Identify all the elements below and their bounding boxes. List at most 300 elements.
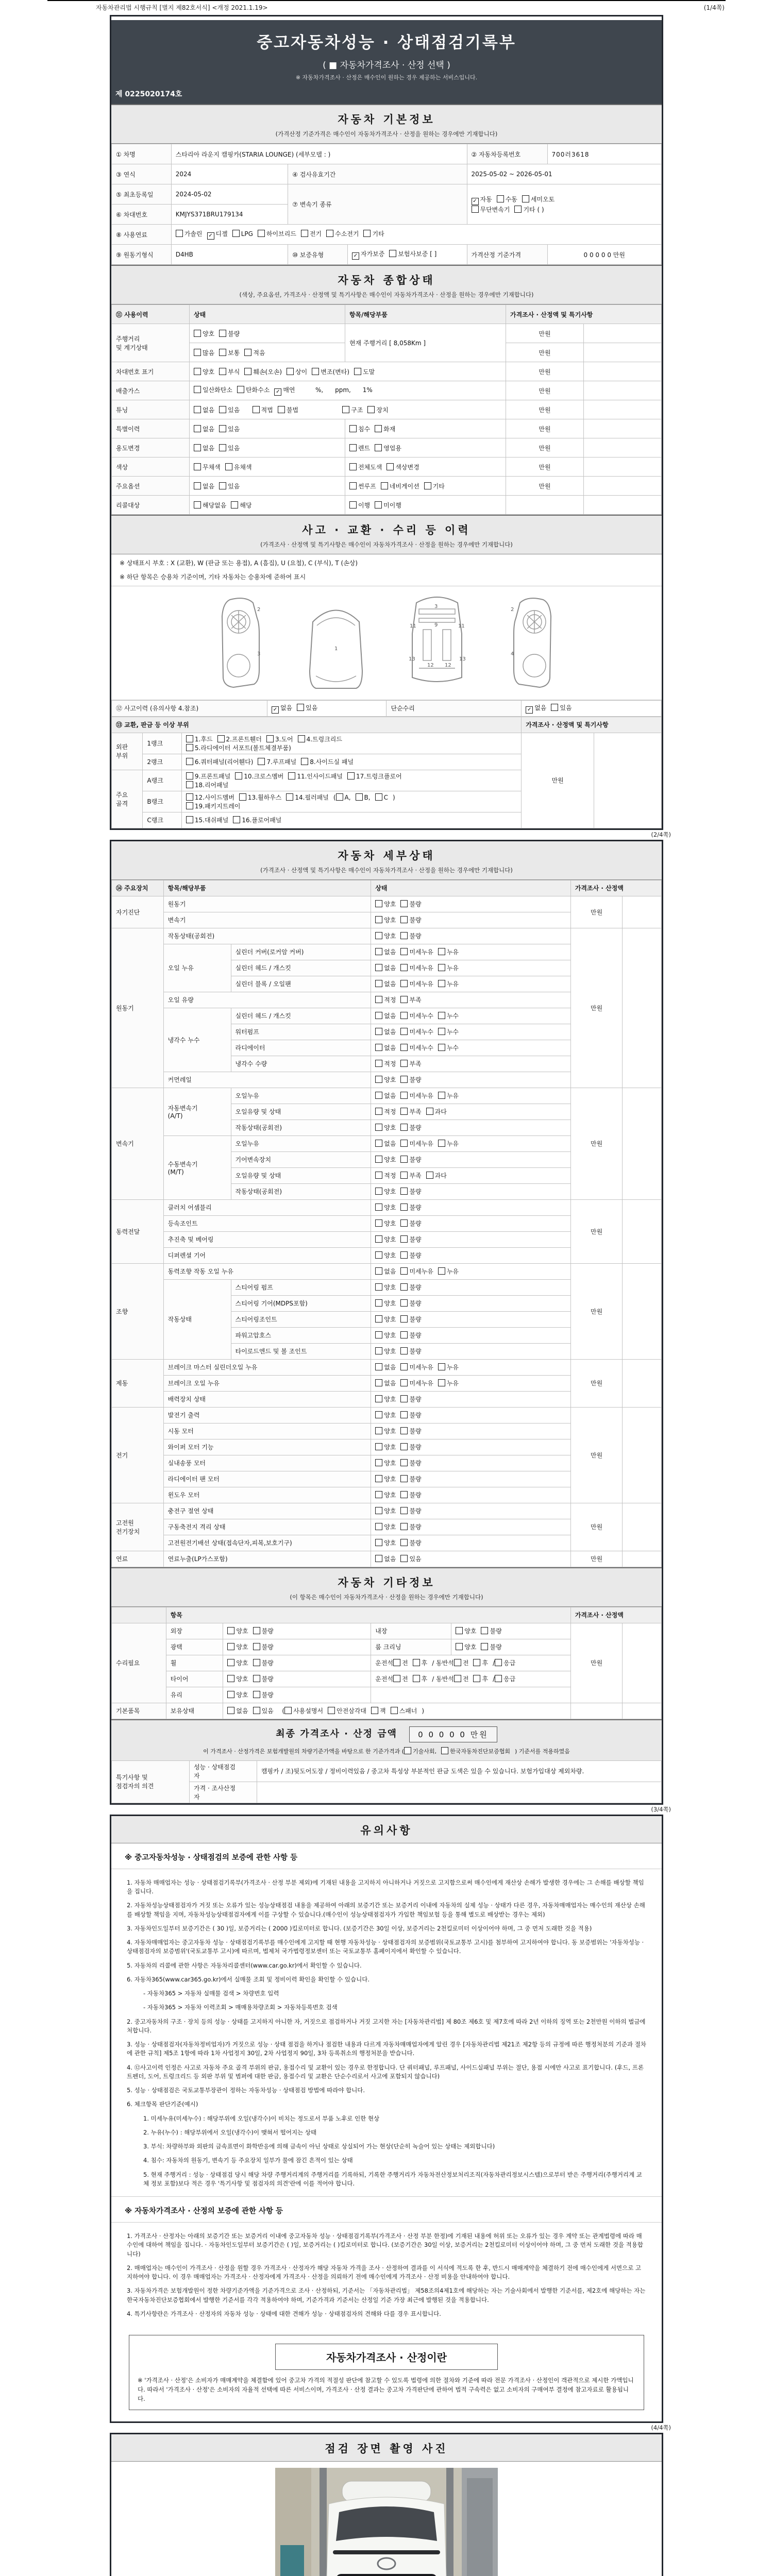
checkbox[interactable] (438, 1028, 445, 1035)
checkbox[interactable] (375, 1251, 382, 1259)
checkbox[interactable] (400, 932, 408, 939)
checkbox[interactable] (186, 758, 193, 765)
checkbox-option[interactable] (219, 329, 240, 338)
checkbox[interactable] (400, 1028, 408, 1035)
checkbox[interactable] (194, 425, 201, 432)
checkbox-option[interactable] (375, 1011, 396, 1020)
checkbox-option[interactable] (356, 793, 371, 801)
checkbox[interactable] (400, 1156, 408, 1163)
checkbox-option[interactable] (272, 703, 292, 714)
checkbox[interactable] (400, 1347, 408, 1354)
checkbox-option[interactable] (400, 1347, 421, 1355)
checkbox[interactable] (326, 230, 333, 237)
checkbox[interactable] (551, 704, 558, 711)
checkbox[interactable] (375, 1347, 382, 1354)
checkbox-option[interactable] (400, 1187, 421, 1196)
checkbox[interactable] (473, 1675, 480, 1682)
checkbox[interactable] (375, 932, 382, 939)
checkbox-option[interactable] (186, 743, 291, 752)
checkbox-option[interactable] (186, 772, 230, 781)
checkbox[interactable] (336, 793, 343, 801)
checkbox-option[interactable] (312, 367, 349, 376)
checkbox-option[interactable] (400, 1490, 421, 1499)
checkbox-option[interactable] (266, 735, 293, 743)
checkbox-option[interactable] (400, 916, 421, 924)
checkbox[interactable] (194, 406, 201, 413)
checkbox-option[interactable] (375, 947, 396, 956)
checkbox[interactable] (438, 1379, 445, 1386)
checkbox-option[interactable] (375, 1123, 396, 1132)
checkbox[interactable] (400, 1235, 408, 1243)
checkbox-option[interactable] (375, 793, 388, 801)
checkbox-option[interactable] (258, 757, 296, 766)
checkbox[interactable] (386, 463, 394, 470)
checkbox[interactable] (438, 1092, 445, 1099)
checkbox-option[interactable] (400, 1011, 433, 1020)
checkbox-option[interactable] (194, 329, 214, 338)
checkbox[interactable] (227, 1643, 234, 1650)
checkbox[interactable] (253, 1707, 260, 1714)
checkbox[interactable] (400, 1475, 408, 1482)
checkbox-option[interactable] (375, 1331, 396, 1340)
checkbox[interactable] (253, 1643, 260, 1650)
checkbox-option[interactable] (219, 482, 240, 490)
checkbox-option[interactable] (375, 1283, 396, 1292)
checkbox[interactable] (375, 425, 382, 432)
checkbox[interactable] (375, 980, 382, 987)
checkbox-option[interactable] (400, 979, 433, 988)
checkbox-option[interactable] (375, 979, 396, 988)
checkbox[interactable] (438, 980, 445, 987)
checkbox-option[interactable] (347, 772, 402, 781)
checkbox[interactable] (375, 948, 382, 955)
checkbox-option[interactable] (400, 1139, 433, 1148)
checkbox-option[interactable] (400, 1171, 421, 1180)
checkbox-option[interactable] (352, 249, 384, 260)
checkbox-option[interactable] (438, 947, 459, 956)
checkbox-option[interactable] (456, 1626, 476, 1635)
checkbox-option[interactable] (336, 793, 351, 801)
checkbox-option[interactable] (375, 1395, 396, 1403)
checkbox-option[interactable] (253, 1658, 274, 1667)
checkbox-option[interactable] (495, 1674, 515, 1683)
checkbox-option[interactable] (176, 229, 203, 238)
checkbox-option[interactable] (219, 348, 240, 357)
checkbox[interactable] (400, 1092, 408, 1099)
checkbox[interactable] (349, 501, 357, 509)
checkbox[interactable] (400, 1539, 408, 1546)
checkbox-option[interactable] (217, 735, 262, 743)
checkbox[interactable] (219, 444, 226, 451)
checkbox-option[interactable] (413, 1658, 428, 1667)
checkbox[interactable] (375, 1108, 382, 1115)
checkbox-option[interactable] (472, 205, 510, 214)
checkbox[interactable] (227, 1627, 234, 1634)
checkbox-option[interactable] (375, 1538, 396, 1547)
checkbox[interactable] (253, 1675, 260, 1682)
checkbox[interactable] (219, 330, 226, 337)
checkbox[interactable] (400, 1188, 408, 1195)
checkbox-option[interactable] (400, 1091, 433, 1100)
checkbox-option[interactable] (375, 1027, 396, 1036)
checkbox[interactable] (375, 1315, 382, 1323)
checkbox[interactable] (194, 330, 201, 337)
checkbox-option[interactable] (227, 1626, 248, 1635)
checkbox-option[interactable] (253, 1626, 274, 1635)
checkbox-option[interactable] (367, 405, 388, 414)
checkbox[interactable] (400, 1459, 408, 1466)
checkbox-option[interactable] (400, 1123, 421, 1132)
checkbox-option[interactable] (375, 1427, 396, 1435)
checkbox-option[interactable] (522, 195, 554, 204)
checkbox-option[interactable] (375, 1251, 396, 1260)
checkbox[interactable] (244, 349, 251, 356)
checkbox[interactable] (287, 368, 294, 375)
checkbox-option[interactable] (400, 1043, 433, 1052)
checkbox-option[interactable] (441, 1747, 510, 1755)
checkbox-option[interactable] (400, 1522, 421, 1531)
checkbox-option[interactable] (375, 1059, 396, 1068)
checkbox-option[interactable] (274, 385, 295, 396)
checkbox[interactable] (400, 1443, 408, 1450)
checkbox[interactable] (253, 1691, 260, 1698)
checkbox[interactable] (347, 772, 355, 779)
checkbox-option[interactable] (438, 1267, 459, 1276)
checkbox[interactable]: ✓ (352, 252, 359, 260)
checkbox[interactable] (186, 816, 193, 823)
checkbox-option[interactable] (375, 1299, 396, 1308)
checkbox[interactable] (297, 704, 304, 711)
checkbox-option[interactable] (232, 230, 253, 238)
checkbox[interactable] (375, 916, 382, 923)
checkbox-option[interactable] (286, 793, 328, 802)
checkbox-option[interactable] (526, 703, 546, 714)
checkbox[interactable] (400, 980, 408, 987)
checkbox[interactable] (400, 1331, 408, 1338)
checkbox[interactable] (456, 1627, 463, 1634)
checkbox-option[interactable] (375, 1475, 396, 1483)
checkbox-option[interactable] (438, 1011, 459, 1020)
checkbox-option[interactable] (400, 1027, 433, 1036)
checkbox[interactable] (400, 1267, 408, 1275)
checkbox[interactable] (400, 1299, 408, 1307)
checkbox-option[interactable] (375, 916, 396, 924)
checkbox[interactable] (456, 1643, 463, 1650)
checkbox-option[interactable] (400, 1059, 421, 1068)
checkbox-option[interactable] (426, 1107, 447, 1116)
checkbox-option[interactable] (186, 757, 254, 766)
checkbox[interactable] (400, 1379, 408, 1386)
checkbox-option[interactable] (219, 444, 240, 452)
checkbox-option[interactable] (404, 1747, 436, 1755)
checkbox-option[interactable] (438, 1363, 459, 1371)
checkbox-option[interactable] (375, 1506, 396, 1515)
checkbox[interactable] (389, 250, 396, 257)
checkbox-option[interactable] (253, 1674, 274, 1683)
checkbox-option[interactable] (375, 1091, 396, 1100)
checkbox-option[interactable] (301, 229, 322, 238)
checkbox[interactable] (404, 1747, 411, 1754)
checkbox[interactable] (375, 1555, 382, 1562)
checkbox[interactable] (400, 1108, 408, 1115)
checkbox[interactable] (375, 1475, 382, 1482)
checkbox-option[interactable] (349, 444, 370, 452)
checkbox[interactable] (194, 501, 201, 509)
checkbox-option[interactable] (194, 405, 214, 414)
checkbox[interactable] (237, 386, 244, 393)
checkbox-option[interactable] (375, 501, 401, 510)
checkbox-option[interactable] (393, 1674, 408, 1683)
checkbox-option[interactable] (551, 703, 572, 712)
checkbox[interactable] (400, 1363, 408, 1370)
checkbox-option[interactable] (194, 501, 226, 510)
checkbox[interactable] (176, 230, 183, 237)
checkbox-option[interactable] (375, 931, 396, 940)
checkbox-option[interactable] (393, 1658, 408, 1667)
checkbox[interactable] (217, 735, 225, 742)
checkbox[interactable] (375, 793, 382, 801)
checkbox-option[interactable] (473, 1674, 488, 1683)
checkbox[interactable] (375, 900, 382, 907)
checkbox-option[interactable] (297, 703, 317, 712)
checkbox-option[interactable] (375, 995, 396, 1004)
checkbox-option[interactable] (363, 229, 384, 238)
checkbox[interactable] (363, 230, 371, 237)
checkbox-option[interactable] (186, 735, 213, 743)
checkbox-option[interactable] (438, 1027, 459, 1036)
checkbox-option[interactable] (389, 249, 436, 258)
checkbox-option[interactable] (258, 229, 296, 238)
checkbox-option[interactable] (207, 229, 228, 240)
checkbox-option[interactable] (375, 444, 401, 452)
checkbox[interactable] (438, 1044, 445, 1051)
checkbox-option[interactable] (194, 348, 214, 357)
checkbox-option[interactable] (375, 1139, 396, 1148)
checkbox-option[interactable] (288, 772, 343, 781)
checkbox[interactable] (375, 444, 382, 451)
checkbox-option[interactable] (400, 900, 421, 908)
checkbox-option[interactable] (375, 1443, 396, 1451)
checkbox-option[interactable] (400, 1443, 421, 1451)
checkbox[interactable] (375, 1379, 382, 1386)
checkbox-option[interactable] (400, 1251, 421, 1260)
checkbox-option[interactable] (225, 463, 252, 471)
checkbox[interactable] (514, 206, 522, 213)
checkbox[interactable] (186, 802, 193, 809)
checkbox[interactable] (393, 1659, 400, 1666)
checkbox-option[interactable] (438, 963, 459, 972)
checkbox[interactable] (400, 964, 408, 971)
checkbox-option[interactable] (186, 781, 228, 789)
checkbox[interactable] (400, 1251, 408, 1259)
checkbox[interactable] (253, 1659, 260, 1666)
checkbox[interactable] (400, 1204, 408, 1211)
checkbox-option[interactable] (400, 1379, 433, 1387)
checkbox-option[interactable] (371, 1706, 386, 1715)
checkbox[interactable] (194, 349, 201, 356)
checkbox[interactable] (232, 230, 240, 237)
checkbox-option[interactable] (219, 405, 240, 414)
checkbox-option[interactable] (400, 1411, 421, 1419)
checkbox-option[interactable] (375, 1187, 396, 1196)
checkbox[interactable] (227, 1707, 234, 1714)
checkbox[interactable] (400, 1140, 408, 1147)
checkbox[interactable] (354, 368, 361, 375)
checkbox[interactable] (349, 444, 357, 451)
checkbox[interactable] (258, 758, 265, 765)
checkbox[interactable] (438, 1012, 445, 1019)
checkbox-option[interactable] (381, 482, 419, 490)
checkbox-option[interactable] (473, 1658, 488, 1667)
checkbox-option[interactable] (227, 1642, 248, 1651)
checkbox-option[interactable] (400, 1538, 421, 1547)
checkbox-option[interactable] (400, 1315, 421, 1324)
checkbox[interactable] (194, 482, 201, 489)
checkbox-option[interactable] (456, 1642, 476, 1651)
checkbox-option[interactable] (386, 463, 419, 471)
checkbox[interactable]: ✓ (272, 706, 279, 714)
checkbox-option[interactable] (375, 1075, 396, 1084)
checkbox-option[interactable] (349, 501, 370, 510)
checkbox[interactable] (239, 793, 246, 801)
checkbox-option[interactable] (186, 793, 234, 802)
checkbox-option[interactable] (400, 963, 433, 972)
checkbox[interactable] (375, 1219, 382, 1227)
checkbox[interactable] (227, 1675, 234, 1682)
checkbox-option[interactable] (239, 793, 281, 802)
checkbox-option[interactable] (400, 1395, 421, 1403)
checkbox-option[interactable] (375, 1490, 396, 1499)
checkbox[interactable] (375, 1156, 382, 1163)
checkbox[interactable] (375, 1012, 382, 1019)
checkbox-option[interactable] (375, 1315, 396, 1324)
checkbox-option[interactable] (284, 1706, 323, 1715)
checkbox-option[interactable] (481, 1626, 501, 1635)
checkbox-option[interactable] (400, 1554, 421, 1563)
checkbox[interactable] (400, 900, 408, 907)
checkbox-option[interactable] (375, 1043, 396, 1052)
checkbox[interactable] (375, 1283, 382, 1291)
checkbox[interactable] (286, 793, 293, 801)
checkbox-option[interactable] (227, 1674, 248, 1683)
checkbox[interactable] (375, 1235, 382, 1243)
checkbox-option[interactable] (235, 772, 283, 781)
checkbox[interactable] (219, 425, 226, 432)
checkbox-option[interactable] (227, 1658, 248, 1667)
checkbox[interactable] (356, 793, 363, 801)
checkbox[interactable] (438, 1267, 445, 1275)
checkbox[interactable] (481, 1643, 488, 1650)
checkbox[interactable] (375, 1267, 382, 1275)
checkbox-option[interactable] (253, 405, 273, 414)
checkbox[interactable] (481, 1627, 488, 1634)
checkbox-option[interactable] (231, 501, 251, 510)
checkbox[interactable] (375, 1092, 382, 1099)
checkbox[interactable] (375, 1331, 382, 1338)
checkbox-option[interactable] (400, 1203, 421, 1212)
checkbox[interactable] (375, 1411, 382, 1418)
checkbox[interactable] (253, 1627, 260, 1634)
checkbox[interactable] (375, 1188, 382, 1195)
checkbox[interactable] (375, 1443, 382, 1450)
checkbox-option[interactable] (426, 1171, 447, 1180)
checkbox-option[interactable] (400, 931, 421, 940)
checkbox[interactable] (367, 406, 375, 413)
checkbox[interactable] (400, 1523, 408, 1530)
checkbox[interactable] (375, 1204, 382, 1211)
checkbox[interactable] (375, 1523, 382, 1530)
checkbox[interactable] (400, 1555, 408, 1562)
checkbox-option[interactable] (375, 900, 396, 908)
checkbox[interactable] (298, 735, 305, 742)
checkbox-option[interactable] (438, 1139, 459, 1148)
checkbox[interactable] (375, 1299, 382, 1307)
checkbox-option[interactable] (219, 367, 240, 376)
checkbox-option[interactable] (400, 1459, 421, 1467)
checkbox-option[interactable] (438, 1091, 459, 1100)
checkbox[interactable] (375, 1459, 382, 1466)
checkbox[interactable] (375, 1044, 382, 1051)
checkbox-option[interactable] (219, 425, 240, 433)
checkbox[interactable] (186, 793, 193, 801)
checkbox[interactable] (349, 425, 357, 432)
checkbox[interactable] (186, 772, 193, 779)
checkbox[interactable]: ✓ (526, 706, 533, 714)
checkbox[interactable] (194, 463, 201, 470)
checkbox-option[interactable] (227, 1706, 248, 1715)
checkbox[interactable]: ✓ (207, 232, 214, 240)
checkbox-option[interactable] (194, 385, 232, 394)
checkbox-option[interactable] (400, 1267, 433, 1276)
checkbox-option[interactable] (424, 482, 445, 490)
checkbox-option[interactable] (227, 1690, 248, 1699)
checkbox[interactable] (328, 1707, 335, 1714)
checkbox-option[interactable] (375, 1459, 396, 1467)
checkbox[interactable] (400, 1012, 408, 1019)
checkbox-option[interactable] (298, 735, 342, 743)
checkbox[interactable] (235, 772, 242, 779)
checkbox-option[interactable] (253, 1690, 274, 1699)
checkbox-option[interactable] (400, 947, 433, 956)
checkbox[interactable] (413, 1659, 420, 1666)
checkbox[interactable] (400, 1124, 408, 1131)
checkbox[interactable] (375, 1395, 382, 1402)
checkbox-option[interactable] (400, 1363, 433, 1371)
checkbox[interactable] (400, 1172, 408, 1179)
checkbox-option[interactable] (278, 405, 298, 414)
checkbox[interactable] (375, 964, 382, 971)
checkbox-option[interactable] (375, 1171, 396, 1180)
checkbox-option[interactable] (237, 385, 270, 394)
checkbox-option[interactable] (495, 1658, 515, 1667)
checkbox-option[interactable] (326, 229, 359, 238)
checkbox[interactable] (400, 916, 408, 923)
checkbox[interactable] (227, 1691, 234, 1698)
checkbox-option[interactable] (400, 1107, 421, 1116)
checkbox[interactable] (400, 1283, 408, 1291)
checkbox[interactable] (194, 368, 201, 375)
checkbox[interactable] (426, 1108, 433, 1115)
checkbox-option[interactable] (472, 195, 492, 205)
checkbox[interactable] (495, 1675, 502, 1682)
checkbox[interactable] (227, 1659, 234, 1666)
checkbox-option[interactable] (400, 1075, 421, 1084)
checkbox-option[interactable] (400, 1331, 421, 1340)
checkbox-option[interactable] (400, 1427, 421, 1435)
checkbox-option[interactable] (375, 1363, 396, 1371)
checkbox-option[interactable] (413, 1674, 428, 1683)
checkbox[interactable] (400, 1060, 408, 1067)
